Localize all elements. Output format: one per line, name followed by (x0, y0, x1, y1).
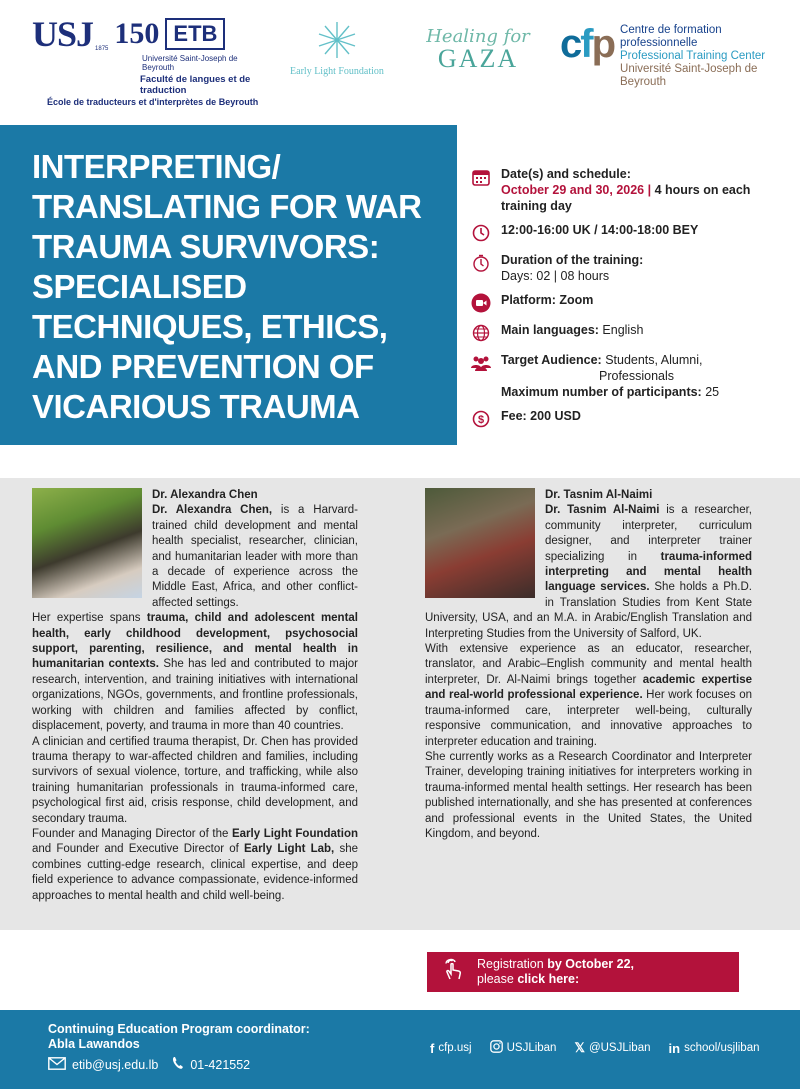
audience-label: Target Audience: (501, 353, 602, 367)
phone-number[interactable]: 01-421552 (190, 1057, 251, 1072)
linkedin-link[interactable]: in school/usjliban (668, 1040, 760, 1056)
info-fee (470, 408, 790, 430)
registration-button[interactable]: Registration by October 22, please click here: (427, 952, 739, 992)
trainer-photo-al-naimi (425, 488, 535, 598)
cfp-line-4: Université Saint-Joseph de Beyrouth (620, 63, 758, 88)
svg-text:$: $ (477, 414, 485, 426)
instagram-icon (490, 1040, 503, 1056)
facebook-link[interactable]: f cfp.usj (430, 1040, 472, 1056)
etb-logo: ETB (165, 18, 225, 50)
anniversary-logo: 150 (114, 17, 160, 50)
max-value: 25 (701, 385, 720, 399)
email-icon (48, 1057, 66, 1073)
healing-for-gaza-logo (418, 26, 538, 71)
platform-value: Zoom (555, 293, 594, 307)
languages-value: English (598, 323, 644, 337)
coordinator-label: Continuing Education Program coordinator: (48, 1022, 310, 1036)
usj-etb-logo (32, 16, 262, 107)
fee-value: Fee: 200 USD (501, 409, 581, 423)
time-value: 12:00-16:00 UK / 14:00-18:00 BEY (501, 223, 699, 237)
dates-value: October 29 and 30, 2026 | (501, 183, 652, 197)
tap-hand-icon (441, 958, 465, 986)
linkedin-icon: in (668, 1040, 681, 1056)
platform-label: Platform: (501, 293, 556, 307)
trainer-photo-chen (32, 488, 142, 598)
duration-value: Days: 02 | 08 hours (501, 269, 610, 283)
gaza-word: GAZA (437, 44, 519, 73)
bio-name: Dr. Tasnim Al-Naimi (545, 489, 653, 501)
contact-info (48, 1056, 250, 1073)
early-light-logo (287, 20, 387, 77)
facebook-icon: f (430, 1040, 435, 1056)
timer-icon (470, 252, 492, 274)
trainer-bios (0, 478, 800, 930)
cfp-logo (560, 24, 790, 89)
social-links (430, 1040, 760, 1056)
training-info (470, 166, 790, 438)
audience-value-2: Professionals (599, 369, 675, 383)
usj-school-name: École de traducteurs et d'interprètes de Beyrouth (47, 97, 259, 107)
cfp-line-2: professionnelle (620, 37, 698, 49)
usj-faculty-name: Faculté de langues et de traduction (140, 74, 251, 96)
coordinator-info (48, 1022, 310, 1052)
cfp-line-1: Centre de formation (620, 24, 722, 36)
page-title: INTERPRETING/ TRANSLATING FOR WAR TRAUMA SURVIVORS: SPECIALISED TECHNIQUES, ETHICS, AND PREVENTION OF VICARIOUS TRAUMA (32, 148, 422, 425)
bio-name: Dr. Alexandra Chen (152, 489, 258, 501)
usj-university-name: Université Saint-Joseph de Beyrouth (142, 54, 238, 72)
clock-icon (470, 222, 492, 244)
max-label: Maximum number of participants: (501, 385, 702, 399)
instagram-link[interactable]: USJLiban (490, 1040, 557, 1056)
info-audience (470, 352, 790, 384)
usj-logo-text: USJ (32, 14, 94, 54)
info-time (470, 222, 790, 244)
dollar-icon (470, 408, 492, 430)
x-link[interactable]: 𝕏 @USJLiban (574, 1040, 651, 1055)
languages-label: Main languages: (501, 323, 599, 337)
dates-hours: 4 hours on each training day (501, 183, 751, 213)
cfp-line-3: Professional Training Center (620, 50, 766, 62)
info-languages (470, 322, 790, 344)
phone-icon (172, 1056, 184, 1073)
healing-script: Healing for (426, 26, 530, 47)
bio-tasnim-al-naimi: Dr. Tasnim Al-Naimi Dr. Tasnim Al-Naimi is a researcher, community interpreter, curriculum designer, and interpreter trainer specializing in trauma-informed interpreting and mental health language services. She holds a Ph.D. in Translation Studies from Kent State University, USA, and an M.A. in Arabic/English Translation and Interpreting Studies from the University of Salford, UK. With extensive experience as an educator, researcher, translator, and Arabic–English community and mental health interpreter, Dr. Al-Naimi brings together academic expertise and real-world professional experience. Her work focuses on trauma-informed care, interpreter well-being, culturally responsive communication, and innovative approaches to interpreter education and training. She currently works as a Research Coordinator and Interpreter Trainer, developing training initiatives for interpreters working in trauma-informed mental health settings. Her research has been published internationally, and she has presented at conferences and professional events in the United States, the United Kingdom, and beyond. (425, 489, 753, 840)
x-icon: 𝕏 (574, 1040, 585, 1055)
footer (0, 1010, 800, 1089)
info-platform (470, 292, 790, 314)
calendar-icon (470, 166, 492, 188)
bio-alexandra-chen: Dr. Alexandra Chen Dr. Alexandra Chen, is a Harvard-trained child development and mental health specialist, researcher, clinician, and humanitarian leader with more than a decade of experience across the Middle East, Africa, and other conflict-affected settings. Her expertise spans trauma, child and adolescent mental health, early childhood development, psychosocial support, parenting, resilience, and mental health in humanitarian contexts. She has led and contributed to major research, intervention, and training initiatives with international organizations, NGOs, governments, and frontline professionals, working with children and families affected by conflict, displacement, poverty, and trauma in more than 40 countries. A clinician and certified trauma therapist, Dr. Chen has provided trauma therapy to war-affected children and families, including survivors of sexual violence, torture, and trafficking, while also training humanitarian professionals in trauma-informed care, psychological first aid, crisis response, child development, and secondary trauma. Founder and Managing Director of the Early Light Foundation and Founder and Executive Director of Early Light Lab, she combines cutting-edge research, clinical expertise, and deep field experience to advance compassionate, evidence-informed approaches to mental health and child well-being. (32, 489, 359, 902)
info-dates (470, 166, 790, 214)
info-duration (470, 252, 790, 284)
title-band (0, 125, 457, 445)
coordinator-name: Abla Lawandos (48, 1037, 140, 1051)
dates-label: Date(s) and schedule: (501, 167, 631, 181)
sunburst-icon (315, 20, 359, 60)
video-camera-icon (470, 292, 492, 314)
info-max-participants (470, 384, 790, 400)
usj-year: 1875 (95, 46, 109, 52)
header-logos (0, 0, 800, 125)
globe-icon (470, 322, 492, 344)
cfp-letters: cfp (560, 22, 615, 66)
audience-value-1: Students, Alumni, (601, 353, 703, 367)
early-light-name: Early Light Foundation (290, 66, 384, 77)
duration-label: Duration of the training: (501, 253, 644, 267)
email-link[interactable]: etib@usj.edu.lb (72, 1057, 159, 1072)
people-icon (470, 352, 492, 374)
